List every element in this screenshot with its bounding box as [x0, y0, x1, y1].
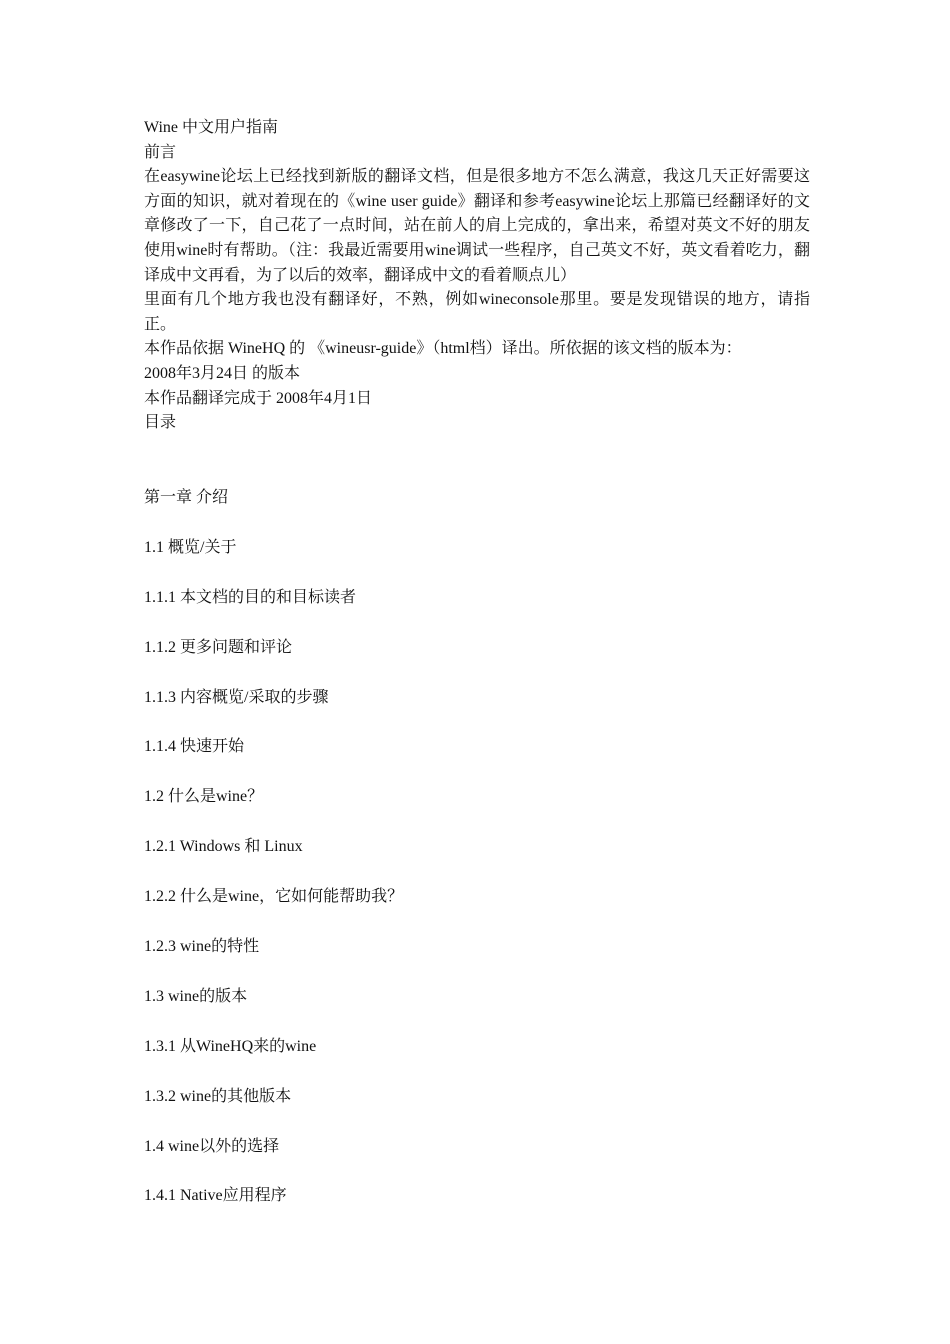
- toc-entry: 1.1.2 更多问题和评论: [144, 638, 293, 656]
- toc-entry: 1.1.1 本文档的目的和目标读者: [144, 588, 357, 606]
- toc-entry: 1.1.4 快速开始: [144, 738, 245, 756]
- preface-heading: 前言: [144, 143, 177, 161]
- toc-entry: 1.3.2 wine的其他版本: [144, 1087, 292, 1105]
- toc-heading: 目录: [144, 414, 177, 432]
- toc-entry: 1.1.3 内容概览/采取的步骤: [144, 688, 329, 706]
- toc-entry: 第一章 介绍: [144, 489, 229, 506]
- toc-entry: 1.4.1 Native应用程序: [144, 1187, 287, 1205]
- document-body: [144, 116, 810, 436]
- toc-entry: 1.1 概览/关于: [144, 538, 237, 556]
- preface-paragraph-notes: 里面有几个地方我也没有翻译好，不熟，例如wineconsole那里。要是发现错误的地方，请指正。: [144, 291, 810, 333]
- preface-paragraph-completed: 本作品翻译完成于 2008年4月1日: [144, 389, 373, 407]
- toc-entry: 1.2.1 Windows 和 Linux: [144, 838, 303, 856]
- preface-paragraph-intro: 在easywine论坛上已经找到新版的翻译文档，但是很多地方不怎么满意，我这几天正好需要这方面的知识，就对着现在的《wine user guide》翻译和参考easywine论坛上那篇已经翻译好的文章修改了一下，自己花了一点时间，站在前人的肩上完成的，拿出来，希望对英文不好的朋友使用wine时有帮助。（注：我最近需要用wine调试一些程序，自己英文不好，英文看着吃力，翻译成中文再看，为了以后的效率，翻译成中文的看着顺点儿）: [144, 168, 810, 284]
- preface-paragraph-version: 2008年3月24日 的版本: [144, 364, 301, 382]
- document-title: Wine 中文用户指南: [144, 119, 279, 136]
- toc-entry: 1.3 wine的版本: [144, 987, 248, 1005]
- toc-entry: 1.2.2 什么是wine，它如何能帮助我？: [144, 888, 404, 906]
- table-of-contents: [144, 486, 810, 1234]
- preface-paragraph-source: 本作品依据 WineHQ 的 《wineusr-guide》（html档）译出。所依据的该文档的版本为：: [144, 340, 742, 358]
- toc-entry: 1.2.3 wine的特性: [144, 938, 260, 956]
- toc-entry: 1.2 什么是wine？: [144, 788, 264, 806]
- toc-entry: 1.4 wine以外的选择: [144, 1137, 280, 1155]
- toc-entry: 1.3.1 从WineHQ来的wine: [144, 1037, 317, 1055]
